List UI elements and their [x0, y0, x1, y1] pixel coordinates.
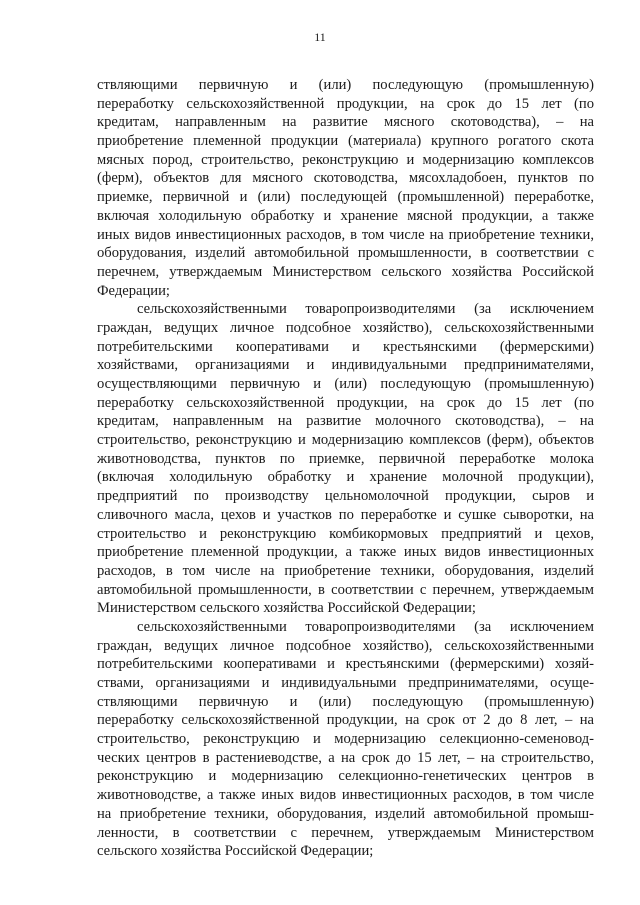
text-line: граждан, ведущих личное подсобное хозяйство), сельскохозяйственными	[97, 637, 594, 654]
text-line: осуществляющими первичную и (или) последующую (промышленную)	[97, 376, 594, 392]
text-line: реконструкцию и модернизацию селекционно-генетических центров в	[97, 768, 594, 785]
text-line: хозяйствами, организациями и индивидуальными предпринимателями,	[97, 357, 594, 374]
text-line: потребительскими кооперативами и крестьянскими (фермерскими)	[97, 338, 594, 355]
text-line: строительство, реконструкцию и модернизацию комплексов (ферм), объектов	[97, 432, 594, 449]
text-line: строительство и реконструкцию комбикормовых предприятий и цехов,	[97, 525, 594, 542]
text-line: граждан, ведущих личное подсобное хозяйство), сельскохозяйственными	[97, 319, 594, 336]
text-line: иных видов инвестиционных расходов, в том числе на приобретение техники,	[97, 226, 594, 243]
text-line: ствами, организациями и индивидуальными предпринимателями, осуще-	[97, 675, 594, 691]
text-line: Министерством сельского хозяйства Российской Федерации;	[97, 600, 476, 617]
text-line: ствляющими первичную и (или) последующую (промышленную)	[97, 693, 594, 710]
text-line: предприятий по производству цельномолочной продукции, сыров и	[97, 488, 594, 505]
text-line: Федерации;	[97, 282, 170, 299]
text-line: приемке, первичной и (или) последующей (промышленной) переработке,	[97, 189, 594, 206]
text-line: сельскохозяйственными товаропроизводителями (за исключением	[137, 301, 594, 318]
text-line: переработку сельскохозяйственной продукции, на срок от 2 до 8 лет, – на	[97, 712, 594, 729]
page-number: 11	[314, 30, 326, 44]
document-body	[97, 76, 594, 861]
text-line: потребительскими кооперативами и крестьянскими (фермерскими) хозяй-	[97, 656, 594, 673]
text-line: на приобретение техники, оборудования, изделий автомобильной промыш-	[97, 805, 594, 822]
text-line: кредитам, направленным на развитие мясного скотоводства), – на	[97, 114, 594, 131]
text-line: расходов, в том числе на приобретение техники, оборудования, изделий	[97, 562, 594, 579]
text-line: ленности, в соответствии с перечнем, утверждаемым Министерством	[97, 824, 594, 841]
text-line: автомобильной промышленности, в соответствии с перечнем, утверждаемым	[97, 581, 594, 598]
text-line: ствляющими первичную и (или) последующую (промышленную)	[97, 77, 594, 93]
text-line: сельскохозяйственными товаропроизводителями (за исключением	[137, 618, 594, 635]
text-line: включая холодильную обработку и хранение мясной продукции, а также	[97, 207, 594, 224]
text-line: сельского хозяйства Российской Федерации;	[97, 843, 374, 860]
text-line: приобретение племенной продукции (материала) крупного рогатого скота	[97, 133, 594, 150]
text-line: сливочного масла, цехов и участков по переработке и сушке сыворотки, на	[97, 506, 594, 523]
paragraph-1	[97, 76, 594, 300]
text-line: строительство, реконструкцию и модернизацию селекционно-семеновод-	[97, 731, 594, 748]
text-line: перечнем, утверждаемым Министерством сельского хозяйства Российской	[97, 263, 594, 280]
text-line: переработку сельскохозяйственной продукции, на срок до 15 лет (по	[97, 95, 594, 112]
text-line: переработку сельскохозяйственной продукции, на срок до 15 лет (по	[97, 394, 594, 411]
paragraph-3	[97, 618, 594, 861]
text-line: оборудования, изделий автомобильной промышленности, в соответствии с	[97, 245, 594, 262]
text-line: (включая холодильную обработку и хранение молочной продукции),	[97, 469, 594, 486]
paragraph-2	[97, 300, 594, 618]
text-line: ческих центров в растениеводстве, а на срок до 15 лет, – на строительство,	[97, 749, 594, 766]
text-line: мясных пород, строительство, реконструкцию и модернизацию комплексов	[97, 151, 594, 168]
text-line: кредитам, направленным на развитие молочного скотоводства), – на	[97, 413, 594, 430]
text-line: (ферм), объектов для мясного скотоводства, мясохладобоен, пунктов по	[97, 170, 594, 187]
text-line: животноводстве, а также иных видов инвестиционных расходов, в том числе	[97, 787, 594, 804]
text-line: животноводства, пунктов по приемке, первичной переработке молока	[97, 450, 594, 467]
text-line: приобретение племенной продукции, а также иных видов инвестиционных	[97, 544, 594, 561]
